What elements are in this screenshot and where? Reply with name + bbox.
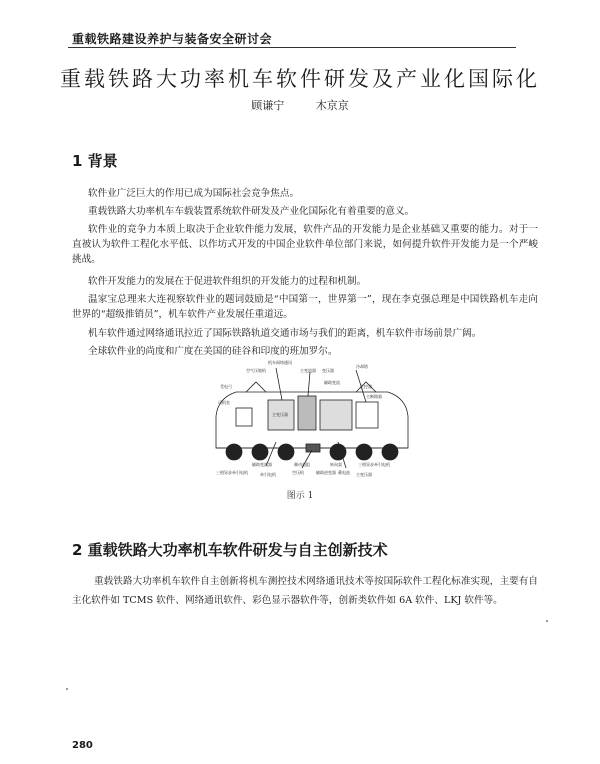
section-2-heading: 2 重载铁路大功率机车软件研发与自主创新技术: [72, 541, 388, 559]
label-bot8: 三相异步牵引电机: [216, 470, 248, 475]
running-header: 重载铁路建设养护与装备安全研讨会: [72, 32, 273, 46]
label-top2: 空气压缩机: [246, 368, 266, 373]
paragraph-2: 重载铁路大功率机车车载装置系统软件研发及产业化国际化有着重要的意义。: [88, 206, 415, 217]
label-bot5: 主变压器: [356, 472, 372, 477]
label-top1: 机车网络通讯: [268, 360, 292, 365]
author-2: 木京京: [315, 99, 349, 112]
paragraph-3: 软件业的竞争力本质上取决于企业软件能力发展，软件产品的开发能力是企业基础又重要的能力。对于一直被认为软件工程化水平低、以作坊式开发的中国企业软件单位部门来说，如何提升软件开发能力是一个严峻挑战。: [72, 224, 538, 265]
paragraph-4: 软件开发能力的发展在于促进软件组织的开发能力的过程和机制。: [88, 276, 367, 287]
label-bot7: 蓄电池: [338, 470, 350, 475]
label-bot3: 制动电阻: [294, 462, 310, 467]
label-top5: 变压器: [322, 368, 334, 373]
section-2-paragraph: 重载铁路大功率机车软件自主创新将机车测控技术网络通讯技术等按国际软件工程化标准实现，主要有自主化软件如 TCMS 软件、网络通讯软件、彩色显示器软件等，创新类软件如 6A 软件、LKJ 软件等。: [72, 576, 538, 606]
label-bot6: 转向架: [330, 462, 342, 467]
label-left2: 司机室: [218, 400, 230, 405]
label-bot10: 三相异步牵引电机: [358, 462, 390, 467]
label-top6: 冷却塔: [356, 364, 368, 369]
label-mid1: 主变压器: [272, 412, 288, 417]
label-bot1: 辅助变流器: [252, 462, 272, 467]
label-top7: 主控器: [360, 384, 372, 389]
paper-title: 重载铁路大功率机车软件研发及产业化国际化: [60, 67, 540, 91]
authors: [0, 97, 600, 113]
section-1-heading: 1 背景: [72, 152, 118, 170]
locomotive-diagram: [206, 358, 418, 480]
paragraph-5: 温家宝总理来大连视察软件业的题词鼓励是“中国第一，世界第一”，现在李克强总理是中国铁路机车走向世界的“超级推销员”，机车软件产业发展任重道远。: [72, 294, 538, 320]
figure-caption: 图示 1: [286, 491, 314, 501]
paragraph-6: 机车软件通过网络通讯拉近了国际铁路轨道交通市场与我们的距离，机车软件市场前景广阔。: [88, 328, 482, 339]
label-top3: 主变流器: [300, 368, 316, 373]
scan-speck: [546, 620, 548, 622]
label-top4: 辅助变流: [324, 380, 340, 385]
label-bot9: 空压机: [292, 470, 304, 475]
author-1: 顾谦宁: [251, 99, 285, 112]
page-number: 280: [72, 740, 93, 751]
label-right1: 主断路器: [366, 394, 382, 399]
paragraph-7: 全球软件业的尚度和广度在美国的硅谷和印度的班加罗尔。: [88, 346, 338, 357]
header-rule: [68, 47, 516, 48]
scan-speck: [66, 688, 68, 690]
label-bot4: 辅助逆变器: [316, 470, 336, 475]
label-bot2: 牵引电机: [260, 472, 276, 477]
paragraph-1: 软件业广泛巨大的作用已成为国际社会竞争焦点。: [88, 188, 300, 199]
label-left1: 受电弓: [220, 384, 232, 389]
